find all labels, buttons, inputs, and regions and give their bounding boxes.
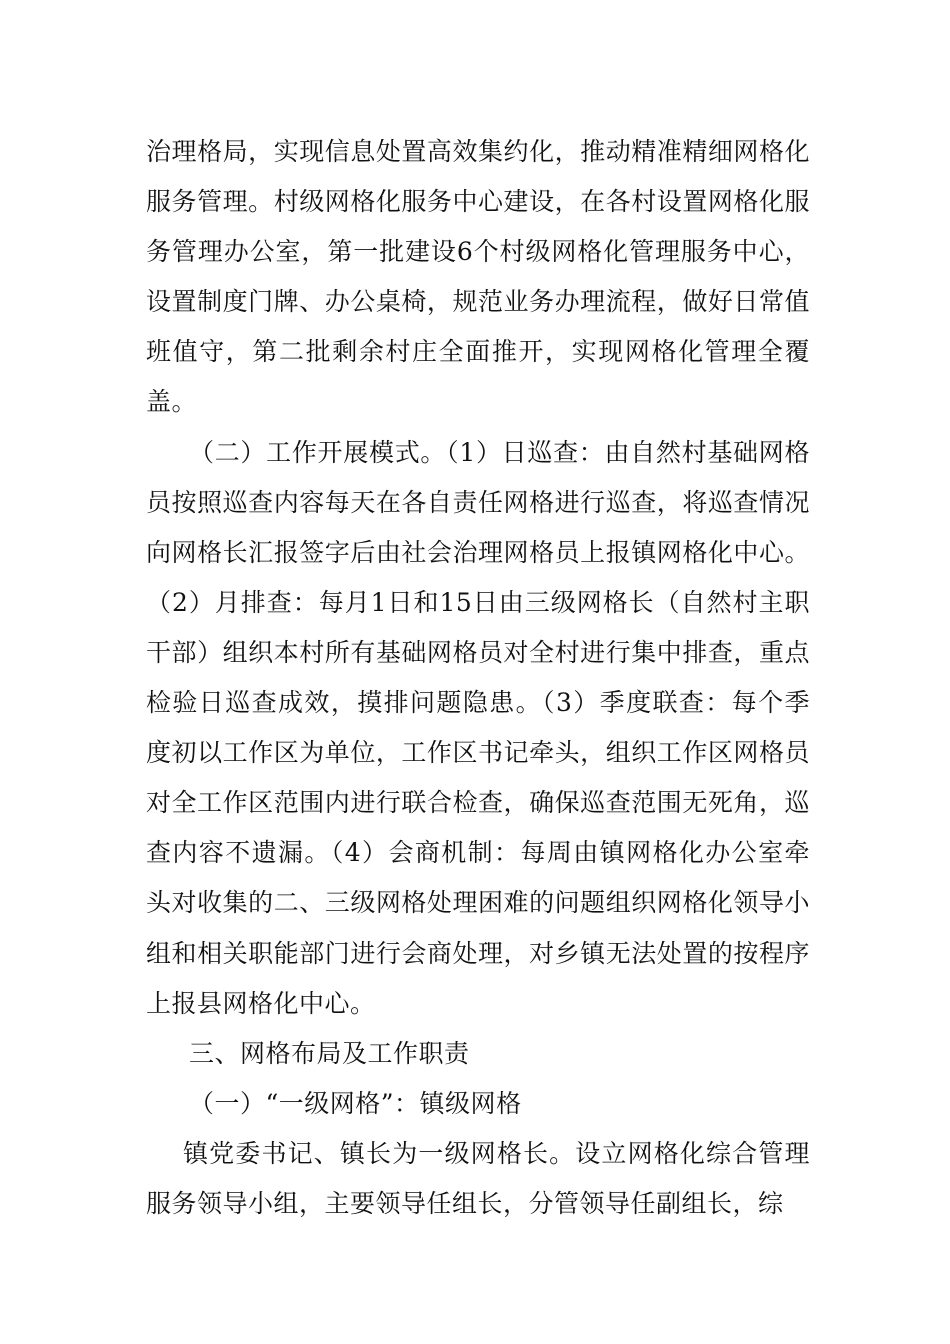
paragraph-first-level-grid-leader: 镇党委书记、镇长为一级网格长。设立网格化综合管理服务领导小组，主要领导任组长，分管领导任副组长，综 (146, 1138, 810, 1218)
document-body (146, 127, 810, 1229)
subsection-heading-first-level-grid: （一）“一级网格”：镇级网格 (189, 1088, 522, 1118)
section-heading-grid-layout: 三、网格布局及工作职责 (189, 1038, 470, 1068)
paragraph-governance-structure: 治理格局，实现信息处置高效集约化，推动精准精细网格化服务管理。村级网格化服务中心建设，在各村设置网格化服务管理办公室，第一批建设6个村级网格化管理服务中心，设置制度门牌、办公桌椅，规范业务办理流程，做好日常值班值守，第二批剩余村庄全面推开，实现网格化管理全覆盖。 (146, 137, 810, 417)
paragraph-work-mode: （二）工作开展模式。（1）日巡查：由自然村基础网格员按照巡查内容每天在各自责任网格进行巡查，将巡查情况向网格长汇报签字后由社会治理网格员上报镇网格化中心。（2）月排查：每月1日和15日由三级网格长（自然村主职干部）组织本村所有基础网格员对全村进行集中排查，重点检验日巡查成效，摸排问题隐患。（3）季度联查：每个季度初以工作区为单位，工作区书记牵头，组织工作区网格员对全工作区范围内进行联合检查，确保巡查范围无死角，巡查内容不遗漏。（4）会商机制：每周由镇网格化办公室牵头对收集的二、三级网格处理困难的问题组织网格化领导小组和相关职能部门进行会商处理，对乡镇无法处置的按程序上报县网格化中心。 (146, 437, 810, 1018)
